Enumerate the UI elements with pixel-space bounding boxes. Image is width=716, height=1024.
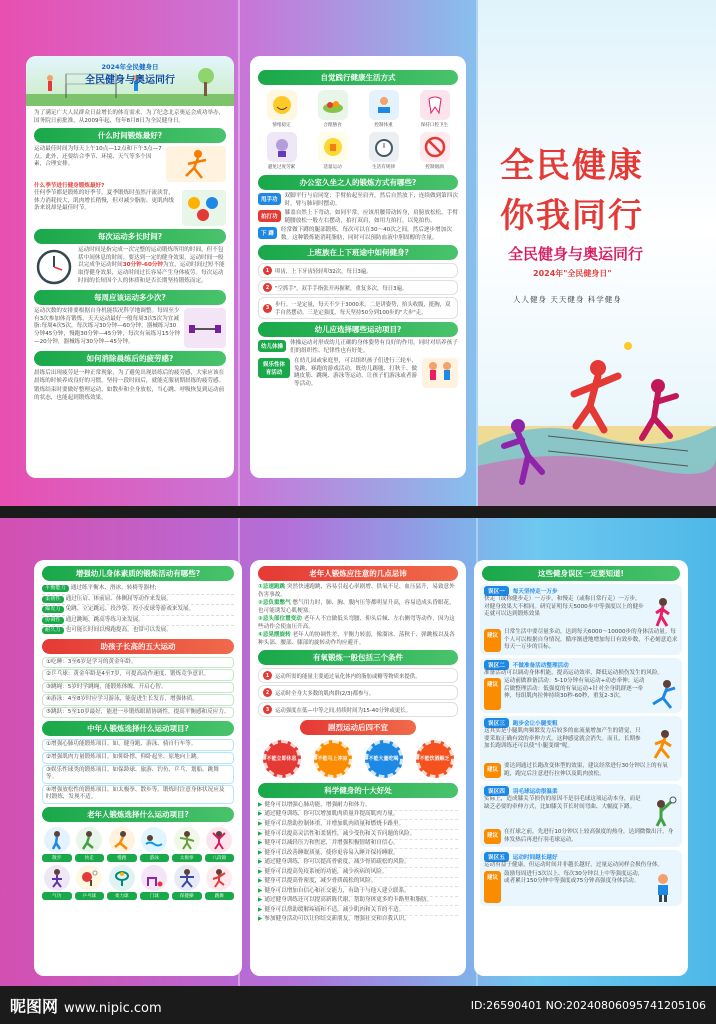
section-text: 晨练后出现疲劳是一种正常现象，为了避免出现晨练后的疲劳感，大家应该在晨练的时候养成良好的习惯，坚持一段时间后，就能克服初期晨练的疲劳感。锻炼结束时要做好整理运动，如散步和全身放松，当心跳、呼吸恢复到运动前的状态，也能起到锻炼效果。 — [34, 370, 225, 401]
middle-age-item: ④增强放松性的锻炼项目。如太极拳、散步等。锻炼时注意身体状况应及时锻炼，发现不适。 — [42, 785, 234, 804]
sport-item: 门球 — [140, 865, 170, 900]
alarm-clock-icon — [369, 132, 399, 162]
section-title: 上班族在上下班途中如何健身? — [258, 245, 458, 260]
benefit-item: ▶ 通过健身训练，你可以提高骨密度，减少骨质疏松的风险。 — [258, 859, 458, 869]
benefit-item: ▶ 健身可以提高骨密度，减少骨质疏松的风险。 — [258, 878, 458, 888]
sport-item: 散步 — [42, 827, 72, 862]
runner-image — [648, 728, 678, 762]
dumbbell-image — [184, 308, 226, 348]
panel-age-groups — [34, 560, 242, 976]
watermark-bar — [0, 986, 716, 1024]
stretching-image — [648, 678, 678, 710]
kid-text: 在幼儿园或家庭里，可以组织孩子们进行三轮车、兔跳、赛跑的游戏活动，既幼儿踢毽、打秋千、做跳皮筋、跳绳、游泳等运动，让孩子们游泳或者游等活动。 — [294, 358, 418, 388]
kid-tag: 娱乐性体育活动 — [258, 358, 290, 378]
banner-title: 全民健身与奥运同行 — [85, 75, 175, 86]
misconception-text: 准备活动可以调动身体机能，提高运动效率，降低运动损伤发生的风险。 — [484, 669, 664, 676]
scale-icon — [369, 90, 399, 120]
misconception-advice: 要达到通过长跑改变体型的效果，建议经常进行30分钟以上的有氧跑，跑完后注意进行拉伸以及肌肉放松。 — [504, 763, 668, 777]
middle-age-item: ②增强肌肉力量锻炼项目。如仰卧撑、仰卧起坐、原地向上跳。 — [42, 752, 234, 764]
section-text: 运动时间是指完成一次完整的运动锻炼所用的时间，但不包括中间休息的时间。要达到一定的健身效果，运动时间一般以完成争运动时间 — [78, 247, 224, 269]
boy-image — [648, 871, 678, 903]
benefit-item: ▶ 通过健身训练，你可以增加肌肉质量并提高肌肉力量。 — [258, 811, 458, 821]
sport-item: 气功 — [42, 865, 72, 900]
taboo-item: ①忌速跑跳 突然快速跑跳，容易引起心率剧增、供氧不足、血压猛升，易致意外伤害事故。 — [258, 584, 455, 598]
tai-chi-icon — [174, 827, 200, 853]
section-title: 中年人锻炼选择什么运动项目? — [42, 721, 234, 736]
thumbs-up-icon — [318, 132, 348, 162]
child-ability-item: 平衡能力 通过练平衡木、滑冰、转椅等器材; — [42, 584, 234, 595]
walk-icon — [44, 827, 70, 853]
kid-text: 体操运动对形成幼儿正确的身体姿势有良好的作用，同时对培养孩子们的组织性、纪律性也有好处。 — [290, 340, 458, 354]
section-title: 剧烈运动后四不宜 — [300, 720, 416, 735]
benefit-item: ▶ 健身可以改善睡眠质量，使你更容易入睡并保持睡眠。 — [258, 849, 458, 859]
badminton-image — [648, 796, 678, 828]
sport-item: 保健操 — [172, 865, 202, 900]
aerobic-item: 3 运动强度在低—中等之间,持续时间为15-40分钟或更长。 — [258, 702, 458, 717]
misconception-card: 误区四 羽毛球运动很温柔 实际上，造成膝关节损伤的原因不是羽毛球这项运动本身，而是缺乏必要的牵伸方式，比如膝关节长时间弯曲、大幅度下蹲。 建议 在打球之前，先进行10分钟以上较高强度的热身，达到微微出汗，身体发热后再进行羽毛球运动。 — [480, 784, 682, 847]
misconception-card: 误区五 运动时间越长越好 运动有益于健康，但运动时间并非越长越好，过量运动同样会损伤身体。 建议 鼓励每周进行3次以上、每次30分钟以上中等强度运动，或者累计150分钟中等强度或75分钟高强度身体活动。 — [480, 850, 682, 906]
event-line: 2024年全民健身日 — [101, 63, 159, 71]
jog-icon — [109, 827, 135, 853]
fold-line — [238, 0, 240, 506]
sport-item: 跳舞 — [205, 865, 235, 900]
watermark-id: ID:26590401 NO:20240806095741205106 — [470, 998, 706, 1012]
commute-item: 2 "空抓手"，双手手指张开再握紧，重复多次，每日3遍。 — [258, 280, 458, 295]
middle-age-item: ③娱乐性球类的锻炼项目。如保龄球、旅游、钓鱼、乒乓、划船、跳舞等。 — [42, 765, 234, 784]
brochure-outside — [0, 0, 716, 506]
cover-slogan: 人人健身 天天健身 科学健身 — [513, 295, 622, 304]
banner — [26, 56, 234, 106]
tall-sport-item: ⑤跳跃：5至10岁最好，能进一步锻炼眼睛协调性，提高平衡感和反应力。 — [42, 707, 234, 719]
panel-intro — [26, 56, 234, 478]
sport-item: 八段锦 — [205, 827, 235, 862]
section-title: 增强幼儿身体素质的锻炼活动有哪些? — [42, 566, 234, 581]
kid-tag: 幼儿体操 — [258, 340, 286, 352]
walking-girl-image — [648, 596, 678, 628]
section-title: 每周应该运动多少次? — [34, 290, 226, 305]
cover-subtitle: 全民健身与奥运同行 — [508, 245, 644, 263]
middle-age-item: ①增强心肺功能锻炼项目。如，健身跑、游泳、骑自行车等。 — [42, 739, 234, 751]
swim-icon — [141, 827, 167, 853]
sports-icons-image — [182, 190, 226, 226]
taboo-item: ④忌晃摆旋转 老年人的协调性差、平衡力转弱，像溜冰、荡秋千、弹跳板以及各种头部、腰部、膝部的旋转动作均应避开。 — [258, 632, 455, 646]
section-title: 办公室久坐之人的锻炼方式有哪些? — [258, 175, 458, 190]
exercise-tag: 下 蹲 — [258, 227, 277, 239]
misconception-advice: 在打球之前，先进行10分钟以上较高强度的热身，达到微微出汗，身体发热后再进行羽毛球运动。 — [504, 829, 674, 843]
section-title: 如何消除晨练后的疲劳感? — [34, 351, 226, 366]
no-smoking-icon — [420, 132, 450, 162]
panel-lifestyle — [250, 56, 466, 478]
commute-item: 1 叩齿，上下牙齿轻轻叩32次，每日3遍。 — [258, 263, 458, 278]
taboo-item: ②忌负重憋气 憋气用力时，肺、胸、腹内压等都明显升高，容易造成头昏眼花，也可能诱发心肌梗塞。 — [258, 600, 455, 614]
cover-title-2: 你我同行 — [500, 196, 644, 236]
section-text: 运动次数的安排要根据自身机能状况科学地调整。每周至少有3次参加体育锻炼，天天运动最好一般每周3次5次为宜减脂:每周4次5次，每次练习30分钟—60分钟，器械练习30分钟45分钟，慢跑30分钟—45分钟，每次有氧练习15分钟—20分钟，器械练习30分钟—45分钟。 — [34, 308, 180, 345]
benefit-item: ▶ 健身可以提高免疫系统的功能，减少疾病的风险。 — [258, 868, 458, 878]
misconception-text: 实际上，造成膝关节损伤的原因不是羽毛球这项运动本身，而是缺乏必要的牵伸方式，比如膝关节长时间弯曲、大幅度下蹲。 — [484, 796, 641, 810]
child-ability-item: 爆发力 兔跳、立定跳远、投沙袋、投小皮球等游戏来发展。 — [42, 605, 234, 616]
lifestyle-item: 生活有规律 — [360, 132, 407, 170]
misconception-text: 这其实是小腿肌肉频繁发力后较多的血流量增加产生的错觉，只要采取正确有效的牵伸方式，这种感觉就会消失。而且，长期参加长跑训练还可以使"小腿变细"呢。 — [484, 728, 641, 750]
child-ability-item: 协调性 通过跳绳、跳高等练习来发展。 — [42, 616, 234, 627]
food-icon — [318, 90, 348, 120]
misconception-advice: 鼓励每周进行3次以上、每次30分钟以上中等强度运动，或者累计150分钟中等强度或75分钟高强度身体活动。 — [504, 870, 644, 885]
panel-senior-tips — [250, 560, 466, 976]
section-title: 老年人锻炼应注意的几点忌讳 — [258, 566, 458, 581]
benefit-item: ▶ 健身可以帮助控制体重，并增加肌肉质量和燃烧卡路里。 — [258, 820, 458, 830]
misconception-card: 误区二 不做准备活动整理活动 准备活动可以调动身体机能，提高运动效率，降低运动损伤发生的风险。 建议 运动前做准备活动：5-10分钟有氧运动+动态牵伸；运动后做整理活动：低强度的有氧运动+针对全身肌群逐一牵伸，每组肌肉拉伸持续30秒-60秒，重复2-3次。 — [480, 658, 682, 714]
sport-item: 慢跑 — [107, 827, 137, 862]
benefit-item: ▶ 健身可以增加自信心和社交能力，有助于与他人建立联系。 — [258, 887, 458, 897]
tall-sport-item: ②乒乓球：黄金年龄是4至7岁，可提高动作速度、锻炼竞争意识。 — [42, 669, 234, 681]
dont-badge: 不能饮酒解乏 — [416, 740, 454, 778]
athletes-silhouette-illustration — [478, 306, 716, 506]
qigong-icon — [44, 865, 70, 891]
tooth-icon — [420, 90, 450, 120]
gateball-icon — [141, 865, 167, 891]
sport-item: 乒乓球 — [75, 865, 105, 900]
benefit-item: ▶ 健身可以提高灵活性和柔韧性，减少受伤和关节问题的风险。 — [258, 830, 458, 840]
section-title: 科学健身的十大好处 — [258, 783, 458, 798]
misconception-title: 羽毛球运动很温柔 — [512, 789, 558, 796]
watermark-logo: 昵图网 — [10, 996, 59, 1016]
misconception-advice: 日常生活中要尽量多动，达到每天6000～10000步的身体活动量。每个人可以根据自身情况，循序渐进地增加每日有效步数，不必刻意追求每天一万步的目标。 — [504, 629, 678, 651]
cover-year-tag: 2024年"全民健身日" — [533, 269, 612, 278]
section-question: 什么季节进行健身锻炼最好? — [34, 183, 105, 190]
sport-item: 柔力球 — [107, 865, 137, 900]
intro-text: 为了满足广大人民群众日益增长的体育需求，为了纪念北京奥运会成功举办，国务院日前批准，从2009年起，每年8月8日为全民健身日。 — [34, 110, 225, 125]
misconception-number: 误区四 — [484, 786, 509, 796]
commute-item: 3 步行。一是定量，每天不少于3000米。二是讲姿势，抬头收腹，挺胸，双手自然摆动。三是定强度，每天坚持50分到100步的"大步"走。 — [258, 297, 458, 319]
misconception-title: 运动时间越长越好 — [512, 855, 558, 862]
four-donts-row — [250, 738, 466, 780]
misconception-number: 误区一 — [484, 586, 509, 596]
section-title: 幼儿应选择哪些运动项目? — [258, 322, 458, 337]
section-title: 自觉践行健康生活方式 — [258, 70, 458, 85]
misconception-text: 运动有益于健康，但运动时间并非越长越好，过量运动同样会损伤身体。 — [484, 862, 664, 869]
sport-item: 太极拳 — [172, 827, 202, 862]
misconception-text: 快走（或称健步走）一万步，和慢走（或称日常行走）一万步，对健身效果大不相同。研究证明每天5000步中等强度以上的健步走就可以达到锻炼效果 — [484, 596, 644, 618]
dont-badge: 不能马上冲凉 — [314, 740, 352, 778]
misconception-title: 跑步会让小腿变粗 — [512, 721, 558, 728]
tall-sport-item: ①吃睡：3至6岁是学习的黄金年龄。 — [42, 657, 234, 669]
misconception-number: 误区三 — [484, 718, 509, 728]
exercise-text: 膝盖自然上下弯动，如同平常。应该用腰带动转身，肩膀放松松，手臂随腰放松一般左右摆动，拍打双肩，如用力拍打，以免拍伤。 — [284, 210, 458, 224]
lifestyle-icon-grid — [250, 88, 466, 172]
section-title: 老年人锻炼选择什么运动项目? — [42, 807, 234, 822]
tall-sport-item: ③跳绳：5岁时学跳绳，能锻炼体魄、开启心智。 — [42, 682, 234, 694]
lifestyle-item: 适量运动 — [309, 132, 356, 170]
cover-title-1: 全民健康 — [500, 146, 644, 186]
sport-item: 游泳 — [140, 827, 170, 862]
tall-sport-item: ④游泳：4至8岁时应学习游泳，能促进生长发育，增强体质。 — [42, 694, 234, 706]
clock-icon — [34, 247, 74, 287]
aerobic-item: 1 运动所需的能量主要通过氧化体内的脂肪或糖等物质来提供。 — [258, 668, 458, 683]
lifestyle-item: 保持口腔卫生 — [411, 90, 458, 128]
misconception-title: 不做准备活动整理活动 — [512, 662, 569, 669]
section-title: 什么时间锻炼最好? — [34, 128, 226, 143]
benefit-item: ▶ 通过健身训练还可以提高新陈代谢，帮助身体更多的卡路里和脂肪。 — [258, 897, 458, 907]
misconception-title: 每天坚持走一万步 — [512, 589, 558, 595]
aerobic-item: 2 运动时全身大多数的肌肉群(2/3)都参与。 — [258, 685, 458, 700]
brisk-walk-icon — [76, 827, 102, 853]
highlight-duration: 30分钟-60分钟 — [122, 262, 164, 269]
lifestyle-item: 合理膳食 — [309, 90, 356, 128]
sport-item: 快走 — [75, 827, 105, 862]
smile-icon — [267, 90, 297, 120]
benefits-list — [250, 801, 466, 924]
ping-pong-icon — [76, 865, 102, 891]
section-text: 为宜，运动时间过短不能取得健身效果，运动时间过长容易产生身体疲劳。每次运动时间的长短因个人的体质和是否长期坚持锻炼而定。 — [78, 262, 225, 284]
benefit-item: ▶ 参加健身活动可以让你结交新朋友，增强社交和自我认识。 — [258, 916, 410, 923]
exercise-icon — [174, 865, 200, 891]
dont-badge: 不能大量吃喝 — [365, 740, 403, 778]
tired-icon — [267, 132, 297, 162]
baduanjin-icon — [206, 827, 232, 853]
section-text: 任何季节都是锻炼的好季节，夏季锻炼时虽然汗流浃背，体力消耗较大，肌肉增长稍慢，但对减少脂肪、更肌肉线条来说却是最佳时节。 — [34, 190, 174, 212]
section-text: 运动最佳时间为每天上午10点—12点和下午3点—7点。此外，还要结合季节、环境、天气等多个因素，合理安排。 — [34, 146, 162, 168]
lifestyle-item: 避免过度劳累 — [258, 132, 305, 170]
section-title: 有氧锻炼一般包括三个条件 — [258, 650, 458, 665]
panel-misconceptions — [474, 560, 688, 976]
dont-badge: 不能立即休息 — [263, 740, 301, 778]
dance-icon — [206, 865, 232, 891]
child-ability-item: 柔韧性 通过压肩、体前屈、体侧屈等动作来发展。 — [42, 595, 234, 606]
benefit-item: ▶ 健身可以增强心肺功能，增强耐力和体力。 — [258, 801, 458, 811]
exercise-tag: 甩手功 — [258, 193, 281, 205]
lifestyle-item: 控制体重 — [360, 90, 407, 128]
section-title: 助孩子长高的五大运动 — [42, 639, 234, 654]
lifestyle-item: 情绪稳定 — [258, 90, 305, 128]
cover-panel — [478, 0, 716, 506]
runner-image — [166, 146, 226, 182]
kids-image — [422, 358, 458, 388]
taboo-item: ③忌头部位置变动 老年人不宜做低头弯腰、仰头后倾、左右侧弯等动作，因为这些动作会使血压升高。 — [258, 616, 455, 630]
section-title: 每次运动多长时间? — [34, 229, 226, 244]
exercise-text: 经常做下蹲的腿部锻炼，每次可以在30～40次之间，然后逐步增加次数。这种锻炼能消耗脂肪，同时可以预防血液中胆固醇的含量。 — [280, 227, 452, 241]
misconception-number: 误区五 — [484, 852, 509, 862]
benefit-item: ▶ 健身可以帮助缓解疼痛和不适，减少肌肉和关节的不适。 — [258, 906, 458, 916]
watermark-site: www.nipic.com — [64, 1000, 162, 1016]
misconception-number: 误区二 — [484, 660, 509, 670]
rouliqiu-icon — [109, 865, 135, 891]
misconception-card: 误区三 跑步会让小腿变粗 这其实是小腿肌肉频繁发力后较多的血流量增加产生的错觉，只要采取正确有效的牵伸方式，这种感觉就会消失。而且，长期参加长跑训练还可以使"小腿变细"呢。 建议 要达到通过长跑改变体型的效果，建议经常进行30分钟以上的有氧跑，跑完后注意进行拉伸以及肌肉放松。 — [480, 716, 682, 781]
section-title: 这些健身误区一定要知道! — [482, 566, 680, 581]
exercise-text: 双脚平行与肩同宽；手臂抬起至肩齐，然后自然放下；连续做到第四次时，臂与肺同时摆动。 — [284, 193, 458, 207]
senior-sports-grid — [34, 825, 242, 902]
lifestyle-item: 控制烟酒 — [411, 132, 458, 170]
child-ability-item: 耐久力 也可能长时间以慢跑提高，也常可以发展。 — [42, 626, 234, 636]
benefit-item: ▶ 健身可以减轻压力和焦虑，并增强积极情绪和自信心。 — [258, 840, 458, 850]
brochure-inside — [0, 518, 716, 986]
misconception-card: 误区一 每天坚持走一万步 快走（或称健步走）一万步，和慢走（或称日常行走）一万步，对健身效果大不相同。研究证明每天5000步中等强度以上的健步走就可以达到锻炼效果 建议 日常生活中要尽量多动，达到每天6000～10000步的身体活动量。每个人可以根据自身情况，循序渐进地增加每日有效步数，不必刻意追求每天一万步的目标。 — [480, 584, 682, 655]
misconception-advice: 运动前做准备活动：5-10分钟有氧运动+动态牵伸；运动后做整理活动：低强度的有氧运动+针对全身肌群逐一牵伸，每组肌肉拉伸持续30秒-60秒，重复2-3次。 — [504, 678, 645, 700]
exercise-tag: 拍打功 — [258, 210, 281, 222]
